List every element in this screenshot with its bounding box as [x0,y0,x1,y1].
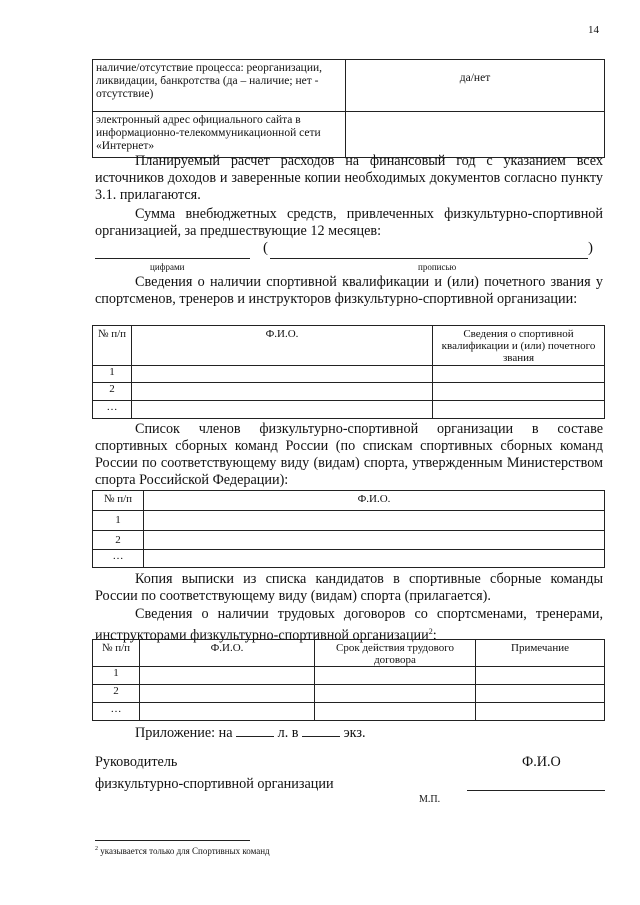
paragraph-team-members [95,421,603,489]
row-number: … [93,550,144,568]
table-row [93,366,605,383]
paren-open: ( [263,240,268,256]
footnote-text: указывается только для Спортивных команд [100,846,270,856]
header-cell: Срок действия трудового договора [315,640,476,667]
paragraph-text: Сведения о наличии спортивной квалификации и (или) почетного звания у спортсменов, тренеров и инструкторов физкультурно-спортивной организации: [95,274,603,307]
table-row [93,531,605,550]
paragraph-qualification [95,274,603,308]
table-cell [346,112,605,158]
table-cell [140,703,315,721]
table-cell [132,366,433,383]
organization-info-table [92,59,605,158]
header-cell: Примечание [476,640,605,667]
header-cell: Ф.И.О. [132,326,433,366]
paragraph-funds [95,206,603,240]
footnote-separator [95,840,250,841]
table-cell [433,383,605,401]
footnote [95,846,270,856]
table-row [93,703,605,721]
table-header-row [93,491,605,511]
qualification-table [92,325,605,419]
table-cell [433,366,605,383]
digits-label: цифрами [150,262,185,272]
row-number: 1 [93,511,144,531]
row-number: 2 [93,685,140,703]
table-row [93,383,605,401]
table-cell: да/нет [346,60,605,112]
signature-fio: Ф.И.О [522,754,561,770]
copies-blank [302,724,340,737]
table-header-row [93,640,605,667]
stamp-label: М.П. [419,794,441,805]
appendix-text: экз. [343,725,366,741]
paragraph-text: Планируемый расчет расходов на финансовый год с указанием всех источников доходов и заверенные копии необходимых документов согласно пункту 3.1. прилагаются. [95,153,603,203]
sheets-blank [236,724,274,737]
table-row [93,112,605,158]
page-number: 14 [588,24,599,36]
table-row [93,550,605,568]
header-cell: Ф.И.О. [144,491,605,511]
table-cell [476,667,605,685]
header-cell: № п/п [93,640,140,667]
paragraph-text: Список членов физкультурно-спортивной организации в составе спортивных сборных команд России (по спискам спортивных сборных команд России по соответствующему виду (видам) спорта, утвержденным Министерством спорта Российской Федерации): [95,421,603,488]
table-row [93,511,605,531]
row-number: … [93,401,132,419]
table-cell [433,401,605,419]
header-cell: № п/п [93,491,144,511]
paren-close: ) [588,240,593,256]
footnote-mark: 2 [95,846,98,852]
table-cell [144,531,605,550]
appendix-text: Приложение: на [135,725,233,741]
contracts-table [92,639,605,721]
table-cell [315,703,476,721]
row-number: 1 [93,667,140,685]
words-label: прописью [418,262,457,272]
table-header-row [93,326,605,366]
table-cell [315,685,476,703]
words-line [270,258,588,259]
paragraph-text: : [432,627,437,644]
team-members-table [92,490,605,568]
footnote-ref: 2 [428,627,433,636]
paragraph-candidates [95,571,603,605]
table-cell: наличие/отсутствие процесса: реорганизации, ликвидации, банкротства (да – наличие; нет - отсутствие) [93,60,346,112]
table-cell [140,685,315,703]
table-cell [144,550,605,568]
digits-line [95,258,250,259]
header-cell: Ф.И.О. [140,640,315,667]
paragraph-text: Сведения о наличии трудовых договоров со спортсменами, тренерами, инструкторами физкультурно-спортивной организации [95,606,603,644]
row-number: 2 [93,531,144,550]
table-cell [476,703,605,721]
appendix-line [135,724,366,742]
table-cell [315,667,476,685]
header-cell: Сведения о спортивной квалификации и (или) почетного звания [433,326,605,366]
paragraph-text: Сумма внебюджетных средств, привлеченных физкультурно-спортивной организацией, за предшествующие 12 месяцев: [95,206,603,239]
table-cell: электронный адрес официального сайта в информационно-телекоммуникационной сети «Интернет» [93,112,346,158]
row-number: 1 [93,366,132,383]
table-cell [140,667,315,685]
header-cell: № п/п [93,326,132,366]
table-row [93,667,605,685]
table-cell [132,383,433,401]
signature-org: физкультурно-спортивной организации [95,776,334,792]
signature-title: Руководитель [95,754,178,770]
table-row [93,685,605,703]
table-row [93,60,605,112]
table-row [93,401,605,419]
signature-line [467,790,605,791]
appendix-text: л. в [277,725,299,741]
table-cell [476,685,605,703]
paragraph-expenses [95,153,603,204]
table-cell [132,401,433,419]
paragraph-text: Копия выписки из списка кандидатов в спортивные сборные команды России по соответствующему виду (видам) спорта (прилагается). [95,571,603,604]
row-number: … [93,703,140,721]
table-cell [144,511,605,531]
row-number: 2 [93,383,132,401]
